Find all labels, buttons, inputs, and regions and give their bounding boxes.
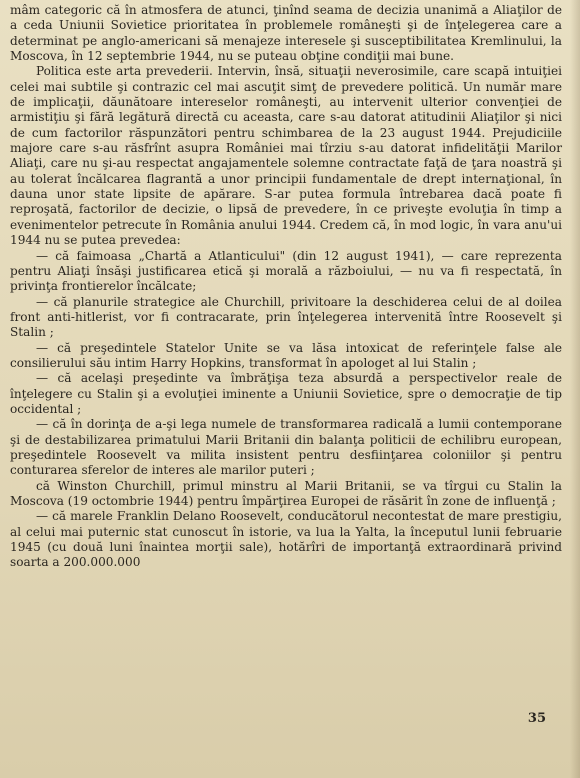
paragraph: mâm categoric că în atmosfera de atunci, ţinînd seama de decizia unanimă a Aliaţilor de a ceda Uniunii Sovietice prioritatea în problemele româneşti şi de înţelegerea care a determinat pe anglo-americani să menajeze interesele şi susceptibilitatea Kremlinului, la Moscova, în 12 septembrie 1944, nu se puteau obţine condiţii mai bune. (10, 3, 562, 64)
paragraph: Politica este arta prevederii. Intervin, însă, situaţii neverosimile, care scapă intuiţiei celei mai subtile şi contrazic cel mai ascuţit simţ de prevedere politică. Un număr mare de implicaţii, dăunătoare intereselor româneşti, au intervenit ulterior convenţiei de armistiţiu şi fără legătură directă cu aceasta, care s-au datorat atitudinii Aliaţilor şi nici de cum factorilor răspunzători pentru schimbarea de la 23 august 1944. Prejudiciile majore care s-au răsfrînt asupra României mai tîrziu s-au datorat infidelităţii Marilor Aliaţi, care nu şi-au respectat angajamentele solemne contractate faţă de ţara noastră şi au tolerat încălcarea flagrantă a unor principii fundamentale de drept internaţional, în dauna unor state lipsite de apărare. S-ar putea formula întrebarea dacă poate fi reproşată, factorilor de decizie, o lipsă de prevedere, în ce priveşte evoluţia în timp a evenimentelor petrecute în România anului 1944. Credem că, în mod logic, în vara anu'ui 1944 nu se putea prevedea: (10, 64, 562, 248)
list-item: — că marele Franklin Delano Roosevelt, conducătorul necontestat de mare prestigiu, al celui mai puternic stat cunoscut în istorie, va lua la Yalta, la începutul lunii februarie 1945 (cu două luni înaintea morţii sale), hotărîri de importanţă extraordinară privind soarta a 200.000.000 (10, 509, 562, 570)
list-item: — că preşedintele Statelor Unite se va lăsa intoxicat de referinţele false ale consilierului său intim Harry Hopkins, transformat în apologet al lui Stalin ; (10, 340, 562, 370)
list-item: că Winston Churchill, primul minstru al Marii Britanii, se va tîrgui cu Stalin la Moscova (19 octombrie 1944) pentru împărţirea Europei de răsărit în zone de influenţă ; (10, 478, 562, 508)
list-item: — că faimoasa „Chartă a Atlanticului" (din 12 august 1941), — care reprezenta pentru Aliaţi însăşi justificarea etică şi morală a războiului, — nu va fi respectată, în privinţa frontierelor încălcate; (10, 248, 562, 294)
list-item: — că acelaşi preşedinte va îmbrăţişa teza absurdă a perspectivelor reale de înţelegere cu Stalin şi a evoluţiei iminente a Uniunii Sovietice, spre o democraţie de tip occidental ; (10, 371, 562, 416)
page-body (10, 3, 562, 571)
list-item: — că în dorinţa de a-şi lega numele de transformarea radicală a lumii contemporane şi de destabilizarea primatului Marii Britanii din balanţa politicii de echilibru european, preşedintele Roosevelt va milita insistent pentru desfiinţarea coloniilor şi pentru conturarea sferelor de interes ale marilor puteri ; (10, 417, 562, 478)
page-edge-shadow (570, 0, 580, 778)
page-number: 35 (527, 711, 546, 726)
list-item: — că planurile strategice ale Churchill, privitoare la deschiderea celui de al doilea front anti-hitlerist, vor fi contracarate, prin înţelegerea intervenită între Roosevelt şi Stalin ; (10, 294, 562, 340)
